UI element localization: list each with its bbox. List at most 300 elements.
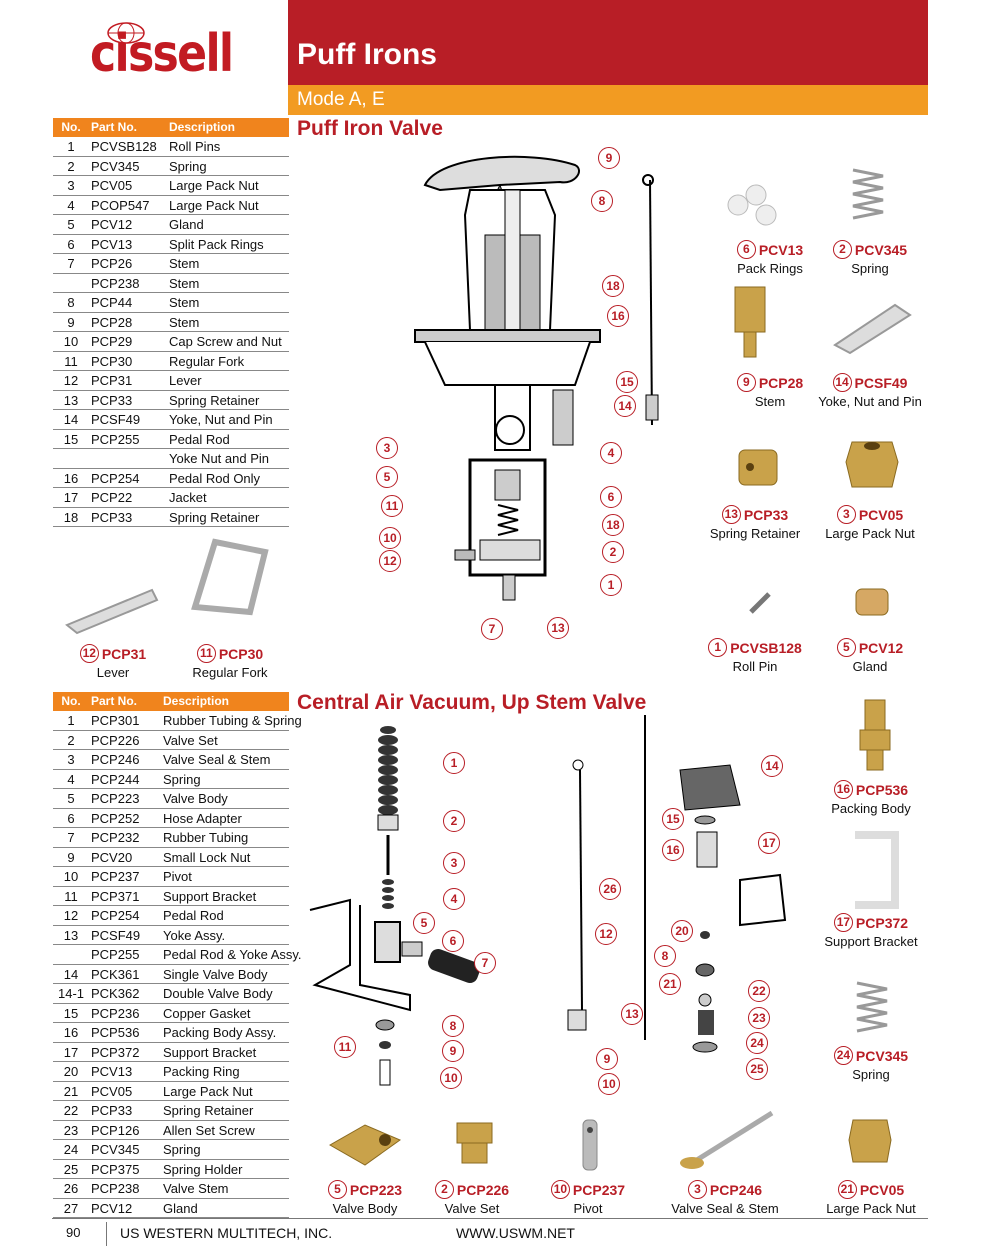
diagram-callout: 2 xyxy=(602,541,624,563)
part-description: Roll Pins xyxy=(169,139,221,154)
diagram-callout: 12 xyxy=(595,923,617,945)
part-number: PCP246 xyxy=(91,752,140,767)
table-row xyxy=(53,410,289,430)
header-part: Part No. xyxy=(91,120,138,134)
diagram-callout: 8 xyxy=(442,1015,464,1037)
diagram-callout: 1 xyxy=(443,752,465,774)
table-row xyxy=(53,1179,289,1199)
part-description: Spring Holder xyxy=(163,1161,243,1177)
part-description: Pivot xyxy=(163,869,192,884)
row-number: 21 xyxy=(63,1083,79,1099)
callout-number: 3 xyxy=(688,1180,707,1199)
table-row xyxy=(53,711,302,731)
part-description: Regular Fork xyxy=(169,353,245,369)
row-number: 15 xyxy=(63,431,79,447)
footer-separator xyxy=(106,1222,107,1246)
callout-number: 1 xyxy=(708,638,727,657)
diagram-callout: 6 xyxy=(600,486,622,508)
table-row xyxy=(53,1023,289,1043)
part-description: Stem xyxy=(169,295,200,310)
table-row xyxy=(53,469,289,489)
roll-pin-image xyxy=(745,588,775,618)
part-description: Spring xyxy=(163,1142,201,1157)
part-description: Small Lock Nut xyxy=(163,849,251,865)
diagram-callout: 16 xyxy=(607,305,629,327)
part-number: PCP372 xyxy=(91,1044,140,1060)
part-number: PCV13 xyxy=(91,236,133,252)
packing-body-image xyxy=(855,695,895,775)
diagram-callout: 8 xyxy=(591,190,613,212)
part-number: PCP255 xyxy=(91,947,140,962)
product-description: Valve Seal & Stem xyxy=(671,1201,779,1216)
gland-image xyxy=(852,585,892,620)
row-number: 18 xyxy=(63,509,79,525)
product-description: Valve Body xyxy=(332,1201,398,1216)
product-part-number: PCP31 xyxy=(101,645,147,662)
row-number: 14 xyxy=(63,966,79,982)
diagram-callout: 1 xyxy=(600,574,622,596)
diagram-callout: 18 xyxy=(602,275,624,297)
page-number: 90 xyxy=(66,1225,81,1240)
row-number: 11 xyxy=(64,353,78,369)
pivot-image xyxy=(575,1115,605,1175)
product-description: Pivot xyxy=(573,1201,603,1216)
row-number: 5 xyxy=(67,791,75,806)
part-number: PCV13 xyxy=(91,1064,133,1079)
part-number: PCP22 xyxy=(91,490,133,505)
spring-retainer-image xyxy=(736,445,781,490)
table-row xyxy=(53,750,289,770)
row-number: 10 xyxy=(63,869,79,884)
table-row xyxy=(53,1062,289,1082)
part-number: PCP223 xyxy=(91,791,140,806)
diagram-callout: 13 xyxy=(621,1003,643,1025)
table-row xyxy=(53,809,289,829)
diagram-callout: 4 xyxy=(443,888,465,910)
part-description: Yoke Assy. xyxy=(163,927,226,943)
large-pack-nut-image xyxy=(842,432,902,492)
table-row xyxy=(53,215,289,235)
part-description: Double Valve Body xyxy=(163,986,273,1001)
yoke-image xyxy=(825,295,915,355)
diagram-callout: 9 xyxy=(598,147,620,169)
part-number: PCP536 xyxy=(91,1025,140,1040)
row-number: 12 xyxy=(63,908,79,923)
product-description: Spring Retainer xyxy=(709,526,801,541)
header-no: No. xyxy=(61,694,81,708)
row-number: 14-1 xyxy=(57,986,85,1001)
part-description: Spring Retainer xyxy=(169,392,260,408)
stem-image xyxy=(730,282,770,362)
lever-image xyxy=(62,575,162,635)
part-description: Packing Body Assy. xyxy=(163,1025,277,1040)
parts-table-puff-iron xyxy=(53,118,289,527)
product-caption xyxy=(795,505,945,541)
part-description: Spring xyxy=(163,771,201,787)
company-name: US WESTERN MULTITECH, INC. xyxy=(120,1225,333,1241)
part-description: Valve Body xyxy=(163,791,228,806)
row-number: 14 xyxy=(63,412,79,427)
table-row xyxy=(53,731,289,751)
table-row xyxy=(53,789,289,809)
pack-rings-image xyxy=(718,175,788,230)
row-number: 20 xyxy=(63,1064,79,1079)
row-number: 1 xyxy=(67,713,75,728)
callout-number: 10 xyxy=(551,1180,570,1199)
part-description: Stem xyxy=(169,256,200,271)
part-description: Valve Set xyxy=(163,732,218,748)
part-number: PCP28 xyxy=(91,314,133,330)
product-description: Yoke, Nut and Pin xyxy=(818,394,922,409)
callout-number: 16 xyxy=(834,780,853,799)
row-number: 17 xyxy=(63,1044,79,1060)
product-caption xyxy=(796,780,946,816)
parts-table-central-air xyxy=(53,692,302,1218)
part-description: Large Pack Nut xyxy=(163,1083,253,1099)
part-description: Packing Ring xyxy=(163,1064,240,1079)
part-description: Spring Retainer xyxy=(163,1103,254,1118)
header-no: No. xyxy=(61,120,81,134)
page-title: Puff Irons xyxy=(297,38,437,71)
diagram-callout: 12 xyxy=(379,550,401,572)
diagram-callout: 5 xyxy=(413,912,435,934)
part-number: PCV05 xyxy=(91,1083,133,1099)
part-number: PCV345 xyxy=(91,1142,140,1157)
part-description: Large Pack Nut xyxy=(169,178,259,193)
part-number: PCP237 xyxy=(91,869,140,884)
part-description: Single Valve Body xyxy=(163,966,268,982)
diagram-callout: 11 xyxy=(381,495,403,517)
table-row xyxy=(53,1082,289,1102)
product-part-number: PCV345 xyxy=(855,1047,909,1064)
table-row xyxy=(53,157,289,177)
diagram-callout: 18 xyxy=(602,514,624,536)
section-title-puff-iron-valve: Puff Iron Valve xyxy=(297,117,443,140)
part-number: PCVSB128 xyxy=(91,139,157,154)
part-number: PCP31 xyxy=(91,373,133,388)
callout-number: 3 xyxy=(837,505,856,524)
part-description: Rubber Tubing & Spring xyxy=(163,713,302,728)
row-number: 12 xyxy=(63,373,79,388)
row-number: 7 xyxy=(67,256,75,271)
product-description: Large Pack Nut xyxy=(825,526,915,541)
table-row xyxy=(53,293,289,313)
table-row xyxy=(53,508,289,528)
product-part-number: PCV345 xyxy=(854,241,908,258)
part-number: PCP33 xyxy=(91,1103,133,1118)
product-part-number: PCP372 xyxy=(855,914,909,931)
part-description: Gland xyxy=(163,1200,198,1216)
spring-image-2 xyxy=(852,975,892,1040)
diagram-callout: 6 xyxy=(442,930,464,952)
row-number: 11 xyxy=(64,888,78,904)
product-description: Spring xyxy=(851,261,889,276)
part-description: Large Pack Nut xyxy=(169,197,259,213)
table-row xyxy=(53,1160,289,1180)
brand-logo: cissell xyxy=(90,24,233,84)
product-part-number: PCP28 xyxy=(758,374,804,391)
row-number: 3 xyxy=(67,752,75,767)
diagram-callout: 14 xyxy=(761,755,783,777)
row-number: 2 xyxy=(67,158,75,174)
part-description: Pedal Rod & Yoke Assy. xyxy=(163,947,302,962)
diagram-callout: 25 xyxy=(746,1058,768,1080)
part-number: PCV345 xyxy=(91,158,140,174)
part-number: PCP371 xyxy=(91,888,140,904)
product-part-number: PCVSB128 xyxy=(730,639,802,656)
table-row xyxy=(53,371,289,391)
part-description: Support Bracket xyxy=(163,1044,257,1060)
valve-set-image xyxy=(452,1118,497,1168)
product-caption xyxy=(796,913,946,949)
part-description: Hose Adapter xyxy=(163,810,242,826)
table-row xyxy=(53,1199,289,1219)
table-row xyxy=(53,430,289,450)
part-number: PCP301 xyxy=(91,713,140,728)
part-number: PCV12 xyxy=(91,1200,133,1216)
part-number: PCV12 xyxy=(91,217,133,232)
part-number: PCP375 xyxy=(91,1161,140,1177)
table-row xyxy=(53,1140,289,1160)
diagram-callout: 10 xyxy=(379,527,401,549)
row-number: 10 xyxy=(63,334,79,349)
callout-number: 5 xyxy=(328,1180,347,1199)
product-part-number: PCP223 xyxy=(349,1181,403,1198)
row-number: 3 xyxy=(67,178,75,193)
table-row xyxy=(53,848,289,868)
part-description: Pedal Rod xyxy=(169,431,230,447)
table-row xyxy=(53,488,289,508)
row-number: 7 xyxy=(67,830,75,845)
product-caption xyxy=(155,644,305,680)
table-row xyxy=(53,1101,289,1121)
product-part-number: PCP536 xyxy=(855,781,909,798)
product-caption xyxy=(796,1046,946,1082)
part-description: Copper Gasket xyxy=(163,1005,251,1021)
part-description: Stem xyxy=(169,314,200,330)
website-url: WWW.USWM.NET xyxy=(456,1225,575,1241)
part-number: PCP252 xyxy=(91,810,140,826)
large-pack-nut-image-2 xyxy=(845,1112,895,1167)
part-description: Pedal Rod Only xyxy=(169,470,261,486)
part-number: PCV20 xyxy=(91,849,133,865)
callout-number: 2 xyxy=(833,240,852,259)
diagram-callout: 26 xyxy=(599,878,621,900)
callout-number: 6 xyxy=(737,240,756,259)
row-number: 24 xyxy=(63,1142,79,1157)
row-number: 5 xyxy=(67,217,75,232)
part-number: PCP244 xyxy=(91,771,140,787)
table-row xyxy=(53,828,289,848)
product-description: Pack Rings xyxy=(737,261,803,276)
row-number: 4 xyxy=(67,771,75,787)
part-description: Allen Set Screw xyxy=(163,1122,255,1138)
diagram-callout: 3 xyxy=(376,437,398,459)
product-description: Large Pack Nut xyxy=(826,1201,916,1216)
product-part-number: PCV05 xyxy=(859,1181,905,1198)
table-row xyxy=(53,449,289,469)
diagram-callout: 2 xyxy=(443,810,465,832)
part-description: Jacket xyxy=(169,490,207,505)
part-number: PCP30 xyxy=(91,353,133,369)
product-description: Regular Fork xyxy=(192,665,268,680)
product-description: Packing Body xyxy=(831,801,911,816)
row-number: 1 xyxy=(67,139,75,154)
diagram-callout: 3 xyxy=(443,852,465,874)
table-row xyxy=(53,867,289,887)
part-number: PCP29 xyxy=(91,334,133,349)
part-description: Pedal Rod xyxy=(163,908,224,923)
diagram-callout: 13 xyxy=(547,617,569,639)
table-row xyxy=(53,770,289,790)
callout-number: 9 xyxy=(737,373,756,392)
table-row xyxy=(53,391,289,411)
table-row xyxy=(53,984,289,1004)
product-caption xyxy=(795,638,945,674)
row-number: 6 xyxy=(67,236,75,252)
callout-number: 17 xyxy=(834,913,853,932)
diagram-callout: 17 xyxy=(758,832,780,854)
part-description: Lever xyxy=(169,373,202,388)
row-number: 22 xyxy=(63,1103,79,1118)
table-row xyxy=(53,274,289,294)
central-air-valve-diagram xyxy=(300,710,800,1100)
part-number: PCOP547 xyxy=(91,197,150,213)
section-title-central-air: Central Air Vacuum, Up Stem Valve xyxy=(297,691,647,714)
product-description: Lever xyxy=(96,665,130,680)
part-description: Yoke Nut and Pin xyxy=(169,451,269,466)
row-number: 8 xyxy=(67,295,75,310)
table-row xyxy=(53,887,289,907)
diagram-callout: 5 xyxy=(376,466,398,488)
part-description: Rubber Tubing xyxy=(163,830,249,845)
row-number: 16 xyxy=(63,1025,79,1040)
part-description: Spring xyxy=(169,158,207,174)
product-part-number: PCP226 xyxy=(456,1181,510,1198)
product-part-number: PCP30 xyxy=(218,645,264,662)
table-row xyxy=(53,1121,289,1141)
table-header xyxy=(53,692,289,711)
diagram-callout: 22 xyxy=(748,980,770,1002)
diagram-callout: 4 xyxy=(600,442,622,464)
product-description: Spring xyxy=(852,1067,890,1082)
product-caption xyxy=(513,1180,663,1216)
callout-number: 14 xyxy=(833,373,852,392)
row-number: 17 xyxy=(63,490,79,505)
table-row xyxy=(53,176,289,196)
part-description: Split Pack Rings xyxy=(169,236,264,252)
product-description: Support Bracket xyxy=(824,934,918,949)
table-row xyxy=(53,945,302,965)
callout-number: 24 xyxy=(834,1046,853,1065)
callout-number: 11 xyxy=(197,644,216,663)
table-row xyxy=(53,254,289,274)
product-caption xyxy=(650,1180,800,1216)
part-number: PCP254 xyxy=(91,908,140,923)
part-number: PCP236 xyxy=(91,1005,140,1021)
product-caption xyxy=(795,240,945,276)
diagram-callout: 11 xyxy=(334,1036,356,1058)
callout-number: 12 xyxy=(80,644,99,663)
valve-seal-stem-image xyxy=(672,1108,782,1178)
product-description: Valve Set xyxy=(444,1201,500,1216)
part-number: PCV05 xyxy=(91,178,133,193)
header-part: Part No. xyxy=(91,694,138,708)
product-caption xyxy=(796,1180,946,1216)
row-number: 6 xyxy=(67,810,75,826)
regular-fork-image xyxy=(175,532,275,632)
product-description: Roll Pin xyxy=(732,659,778,674)
diagram-callout: 20 xyxy=(671,920,693,942)
row-number: 13 xyxy=(63,927,79,943)
table-row xyxy=(53,906,289,926)
part-number: PCP238 xyxy=(91,1181,140,1196)
part-number: PCK362 xyxy=(91,986,140,1001)
part-number: PCP33 xyxy=(91,392,133,408)
row-number: 15 xyxy=(63,1005,79,1021)
table-row xyxy=(53,352,289,372)
table-header xyxy=(53,118,289,137)
row-number: 25 xyxy=(63,1161,79,1177)
product-part-number: PCV05 xyxy=(858,506,904,523)
table-row xyxy=(53,965,289,985)
diagram-callout: 9 xyxy=(596,1048,618,1070)
diagram-callout: 7 xyxy=(481,618,503,640)
part-number: PCP226 xyxy=(91,732,140,748)
diagram-callout: 16 xyxy=(662,839,684,861)
diagram-callout: 10 xyxy=(598,1073,620,1095)
table-row xyxy=(53,332,289,352)
part-number: PCP255 xyxy=(91,431,140,447)
diagram-callout: 9 xyxy=(442,1040,464,1062)
part-number: PCP26 xyxy=(91,256,133,271)
part-number: PCP33 xyxy=(91,509,133,525)
header-desc: Description xyxy=(169,120,236,134)
valve-body-image xyxy=(325,1115,405,1175)
callout-number: 21 xyxy=(838,1180,857,1199)
part-description: Stem xyxy=(169,275,200,291)
diagram-callout: 14 xyxy=(614,395,636,417)
callout-number: 5 xyxy=(837,638,856,657)
diagram-callout: 7 xyxy=(474,952,496,974)
diagram-callout: 8 xyxy=(654,945,676,967)
diagram-callout: 10 xyxy=(440,1067,462,1089)
product-description: Gland xyxy=(852,659,888,674)
diagram-callout: 23 xyxy=(748,1007,770,1029)
page-subtitle: Mode A, E xyxy=(297,89,385,110)
row-number: 13 xyxy=(63,392,79,408)
row-number: 23 xyxy=(63,1122,79,1138)
support-bracket-image xyxy=(845,825,905,915)
row-number: 9 xyxy=(67,849,75,865)
row-number: 16 xyxy=(63,470,79,486)
part-number: PCP232 xyxy=(91,830,140,845)
row-number: 9 xyxy=(67,314,75,330)
table-row xyxy=(53,235,289,255)
part-description: Valve Seal & Stem xyxy=(163,752,271,767)
product-description: Stem xyxy=(754,394,786,409)
product-part-number: PCP246 xyxy=(709,1181,763,1198)
part-number: PCP254 xyxy=(91,470,140,486)
part-description: Support Bracket xyxy=(163,888,257,904)
row-number: 26 xyxy=(63,1181,79,1196)
part-description: Gland xyxy=(169,217,204,232)
diagram-callout: 21 xyxy=(659,973,681,995)
part-number: PCK361 xyxy=(91,966,140,982)
product-part-number: PCP237 xyxy=(572,1181,626,1198)
part-description: Yoke, Nut and Pin xyxy=(169,412,273,427)
table-row xyxy=(53,196,289,216)
